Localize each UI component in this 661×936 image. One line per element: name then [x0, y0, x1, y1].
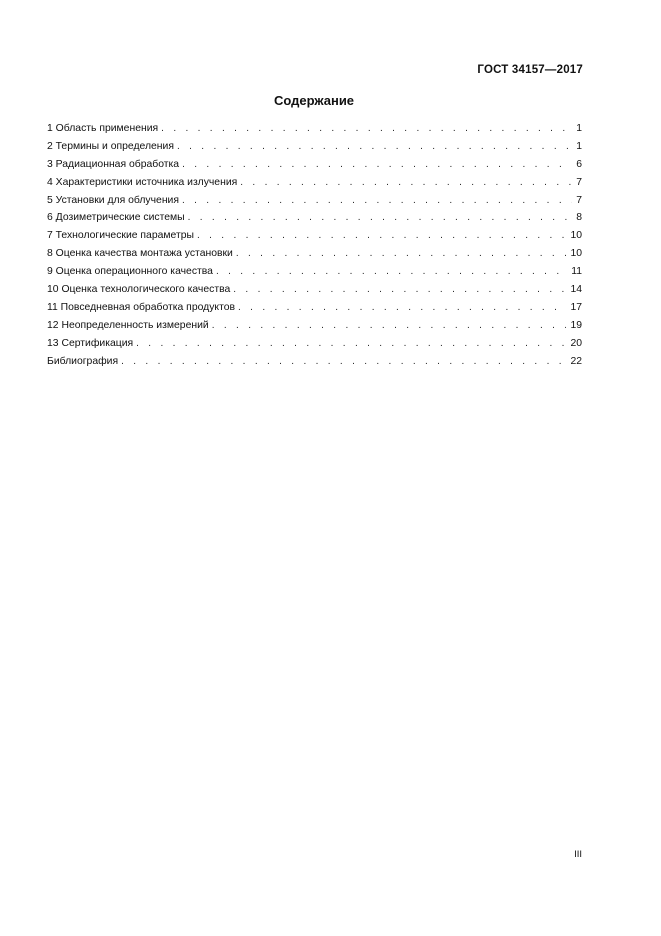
toc-leader-dots: [197, 227, 566, 245]
toc-leader-dots: [182, 156, 572, 174]
toc-entry-title: Библиография: [47, 355, 119, 367]
toc-entry-title: 12 Неопределенность измерений: [47, 319, 209, 331]
toc-entry-page: 1: [576, 123, 582, 134]
toc-entry-title: 8 Оценка качества монтажа установки: [47, 248, 233, 260]
toc-entry-title: 2 Термины и определения: [47, 140, 174, 152]
toc-entry-page: 7: [576, 194, 582, 206]
toc-entry-title: 10 Оценка технологического качества: [47, 284, 231, 296]
toc-entry-page: 6: [576, 158, 582, 170]
toc-entry-page: 10: [570, 248, 582, 260]
toc-entry[interactable]: [47, 281, 582, 299]
toc-entry-title: 7 Технологические параметры: [47, 230, 194, 242]
toc-entry[interactable]: [47, 227, 582, 245]
toc-entry[interactable]: [47, 174, 582, 192]
toc-leader-dots: [212, 317, 567, 335]
toc-entry[interactable]: [47, 156, 582, 174]
toc-entry[interactable]: [47, 192, 582, 210]
toc-entry-title: 4 Характеристики источника излучения: [47, 176, 238, 188]
toc-entry[interactable]: [47, 335, 582, 353]
toc-title: Содержание: [273, 93, 355, 108]
toc-entry[interactable]: [47, 245, 582, 263]
toc-entry-page: 19: [570, 319, 582, 331]
toc-entry-page: 11: [571, 266, 582, 278]
toc-entry-page: 7: [576, 176, 582, 188]
toc-leader-dots: [216, 263, 567, 281]
toc-entry[interactable]: [47, 263, 582, 281]
toc-leader-dots: [161, 120, 572, 138]
toc-leader-dots: [240, 174, 572, 192]
toc-entry-page: 20: [570, 337, 582, 349]
toc-entry-page: 8: [576, 212, 582, 224]
toc-leader-dots: [236, 245, 567, 263]
toc-entry[interactable]: [47, 353, 582, 371]
toc-leader-dots: [177, 138, 572, 156]
toc-entry[interactable]: [47, 120, 582, 138]
toc-entry-page: 17: [570, 301, 582, 313]
toc-leader-dots: [233, 281, 566, 299]
table-of-contents: [47, 120, 582, 370]
toc-entry[interactable]: [47, 299, 582, 317]
toc-entry[interactable]: [47, 138, 582, 156]
toc-entry-title: 1 Область применения: [47, 123, 159, 134]
document-code: ГОСТ 34157—2017: [477, 64, 583, 76]
toc-entry-title: 3 Радиационная обработка: [47, 158, 180, 170]
toc-entry-title: 9 Оценка операционного качества: [47, 266, 213, 278]
page-number: III: [574, 849, 582, 860]
toc-leader-dots: [136, 335, 566, 353]
toc-entry[interactable]: [47, 317, 582, 335]
toc-entry-page: 22: [570, 355, 582, 367]
toc-entry-title: 11 Повседневная обработка продуктов: [47, 301, 236, 313]
toc-entry-page: 1: [576, 140, 582, 152]
toc-entry-title: 6 Дозиметрические системы: [47, 212, 185, 224]
toc-leader-dots: [238, 299, 566, 317]
toc-leader-dots: [121, 353, 566, 371]
toc-entry-title: 5 Установки для облучения: [47, 194, 179, 206]
toc-entry-page: 14: [570, 284, 582, 296]
toc-entry-title: 13 Сертификация: [47, 337, 134, 349]
toc-entry-page: 10: [570, 230, 582, 242]
toc-leader-dots: [182, 192, 572, 210]
toc-leader-dots: [188, 209, 573, 227]
toc-entry[interactable]: [47, 209, 582, 227]
